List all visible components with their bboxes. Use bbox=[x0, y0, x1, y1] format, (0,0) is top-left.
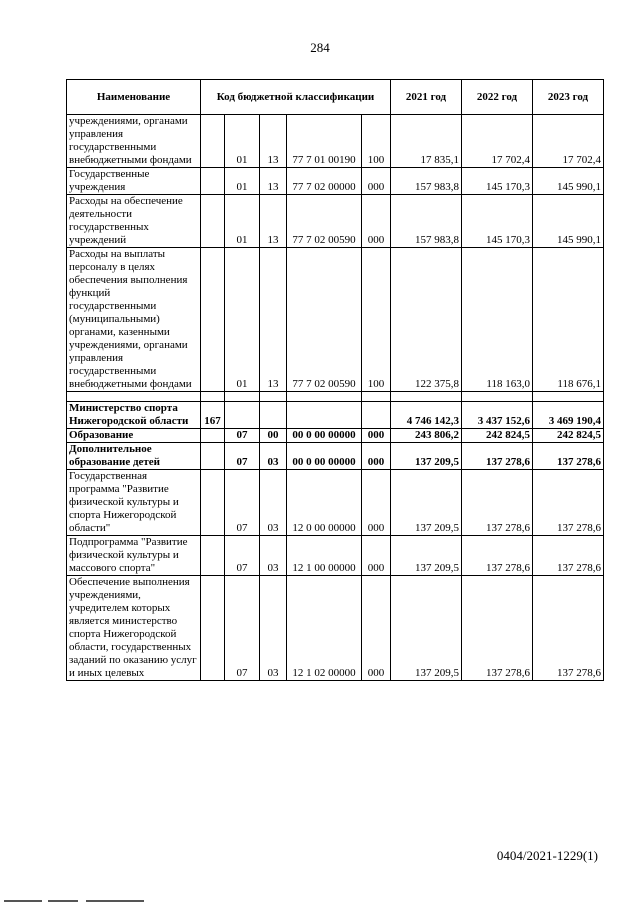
code-subsection: 13 bbox=[260, 115, 287, 168]
code-ministry bbox=[201, 576, 225, 681]
amount-2022: 145 170,3 bbox=[462, 168, 533, 195]
amount-2022: 137 278,6 bbox=[462, 536, 533, 576]
code-subsection: 03 bbox=[260, 470, 287, 536]
table-spacer-row bbox=[67, 392, 604, 402]
row-name: Государственная программа "Развитие физической культуры и спорта Нижегородской области" bbox=[67, 470, 201, 536]
code-section: 07 bbox=[225, 536, 260, 576]
code-ministry bbox=[201, 470, 225, 536]
header-code: Код бюджетной классификации bbox=[201, 80, 391, 115]
table-row bbox=[67, 402, 604, 429]
code-target-article: 00 0 00 00000 bbox=[287, 429, 362, 443]
code-subsection: 13 bbox=[260, 248, 287, 392]
code-section bbox=[225, 392, 260, 402]
amount-2021 bbox=[391, 392, 462, 402]
table-row bbox=[67, 470, 604, 536]
code-target-article: 12 1 02 00000 bbox=[287, 576, 362, 681]
code-ministry bbox=[201, 115, 225, 168]
scan-edge-marks bbox=[0, 898, 640, 905]
code-expense-type: 000 bbox=[362, 443, 391, 470]
code-target-article: 77 7 02 00000 bbox=[287, 168, 362, 195]
code-subsection: 03 bbox=[260, 443, 287, 470]
amount-2023: 145 990,1 bbox=[533, 168, 604, 195]
amount-2023: 137 278,6 bbox=[533, 536, 604, 576]
row-name: Образование bbox=[67, 429, 201, 443]
code-expense-type: 000 bbox=[362, 536, 391, 576]
code-section: 07 bbox=[225, 470, 260, 536]
code-expense-type: 000 bbox=[362, 429, 391, 443]
amount-2022: 137 278,6 bbox=[462, 576, 533, 681]
amount-2021: 137 209,5 bbox=[391, 576, 462, 681]
code-section: 01 bbox=[225, 195, 260, 248]
amount-2021: 137 209,5 bbox=[391, 470, 462, 536]
document-code: 0404/2021-1229(1) bbox=[496, 848, 598, 863]
amount-2023: 3 469 190,4 bbox=[533, 402, 604, 429]
amount-2022: 3 437 152,6 bbox=[462, 402, 533, 429]
amount-2022 bbox=[462, 392, 533, 402]
code-ministry bbox=[201, 443, 225, 470]
amount-2021: 17 835,1 bbox=[391, 115, 462, 168]
code-expense-type bbox=[362, 392, 391, 402]
code-target-article: 77 7 02 00590 bbox=[287, 195, 362, 248]
amount-2023: 242 824,5 bbox=[533, 429, 604, 443]
code-section: 01 bbox=[225, 115, 260, 168]
amount-2023: 137 278,6 bbox=[533, 576, 604, 681]
amount-2023: 137 278,6 bbox=[533, 470, 604, 536]
amount-2023 bbox=[533, 392, 604, 402]
table-row bbox=[67, 168, 604, 195]
amount-2023: 17 702,4 bbox=[533, 115, 604, 168]
amount-2023: 137 278,6 bbox=[533, 443, 604, 470]
amount-2021: 243 806,2 bbox=[391, 429, 462, 443]
row-name: учреждениями, органами управления государственными внебюджетными фондами bbox=[67, 115, 201, 168]
amount-2022: 145 170,3 bbox=[462, 195, 533, 248]
amount-2021: 137 209,5 bbox=[391, 536, 462, 576]
amount-2021: 157 983,8 bbox=[391, 195, 462, 248]
header-name: Наименование bbox=[67, 80, 201, 115]
amount-2023: 145 990,1 bbox=[533, 195, 604, 248]
code-ministry bbox=[201, 536, 225, 576]
table-row bbox=[67, 195, 604, 248]
code-expense-type: 100 bbox=[362, 248, 391, 392]
table-row bbox=[67, 429, 604, 443]
table-row bbox=[67, 115, 604, 168]
amount-2021: 137 209,5 bbox=[391, 443, 462, 470]
header-2021: 2021 год bbox=[391, 80, 462, 115]
page-number: 284 bbox=[310, 40, 330, 55]
code-section: 07 bbox=[225, 429, 260, 443]
code-ministry: 167 bbox=[201, 402, 225, 429]
code-expense-type: 000 bbox=[362, 195, 391, 248]
code-expense-type bbox=[362, 402, 391, 429]
code-ministry bbox=[201, 429, 225, 443]
header-2022: 2022 год bbox=[462, 80, 533, 115]
code-subsection: 13 bbox=[260, 168, 287, 195]
code-section: 01 bbox=[225, 248, 260, 392]
table-header-row bbox=[67, 80, 604, 115]
code-target-article: 12 1 00 00000 bbox=[287, 536, 362, 576]
code-ministry bbox=[201, 392, 225, 402]
row-name: Расходы на обеспечение деятельности государственных учреждений bbox=[67, 195, 201, 248]
amount-2022: 137 278,6 bbox=[462, 443, 533, 470]
code-subsection bbox=[260, 392, 287, 402]
amount-2022: 118 163,0 bbox=[462, 248, 533, 392]
budget-table bbox=[66, 79, 604, 681]
table-body bbox=[67, 115, 604, 681]
amount-2021: 4 746 142,3 bbox=[391, 402, 462, 429]
code-subsection bbox=[260, 402, 287, 429]
row-name: Расходы на выплаты персоналу в целях обеспечения выполнения функций государственными (муниципальными) органами, казенными учреждениями, органами управления государственными внебюджетными фондами bbox=[67, 248, 201, 392]
table-row bbox=[67, 443, 604, 470]
header-2023: 2023 год bbox=[533, 80, 604, 115]
amount-2021: 157 983,8 bbox=[391, 168, 462, 195]
table-row bbox=[67, 248, 604, 392]
code-section: 07 bbox=[225, 576, 260, 681]
row-name: Обеспечение выполнения учреждениями, учредителем которых является министерство спорта Нижегородской области, государственных заданий по оказанию услуг и иных целевых bbox=[67, 576, 201, 681]
row-name: Министерство спорта Нижегородской области bbox=[67, 402, 201, 429]
amount-2022: 242 824,5 bbox=[462, 429, 533, 443]
row-name: Подпрограмма "Развитие физической культуры и массового спорта" bbox=[67, 536, 201, 576]
code-subsection: 03 bbox=[260, 536, 287, 576]
code-target-article: 12 0 00 00000 bbox=[287, 470, 362, 536]
code-subsection: 13 bbox=[260, 195, 287, 248]
amount-2022: 17 702,4 bbox=[462, 115, 533, 168]
code-ministry bbox=[201, 248, 225, 392]
code-subsection: 03 bbox=[260, 576, 287, 681]
code-target-article: 00 0 00 00000 bbox=[287, 443, 362, 470]
code-section: 07 bbox=[225, 443, 260, 470]
code-target-article: 77 7 02 00590 bbox=[287, 248, 362, 392]
code-target-article bbox=[287, 402, 362, 429]
code-section bbox=[225, 402, 260, 429]
code-expense-type: 100 bbox=[362, 115, 391, 168]
code-expense-type: 000 bbox=[362, 576, 391, 681]
code-subsection: 00 bbox=[260, 429, 287, 443]
table-row bbox=[67, 576, 604, 681]
code-ministry bbox=[201, 195, 225, 248]
row-name: Дополнительное образование детей bbox=[67, 443, 201, 470]
amount-2021: 122 375,8 bbox=[391, 248, 462, 392]
amount-2023: 118 676,1 bbox=[533, 248, 604, 392]
code-expense-type: 000 bbox=[362, 470, 391, 536]
code-target-article: 77 7 01 00190 bbox=[287, 115, 362, 168]
code-section: 01 bbox=[225, 168, 260, 195]
amount-2022: 137 278,6 bbox=[462, 470, 533, 536]
code-ministry bbox=[201, 168, 225, 195]
row-name: Государственные учреждения bbox=[67, 168, 201, 195]
code-target-article bbox=[287, 392, 362, 402]
table-row bbox=[67, 536, 604, 576]
code-expense-type: 000 bbox=[362, 168, 391, 195]
row-name bbox=[67, 392, 201, 402]
